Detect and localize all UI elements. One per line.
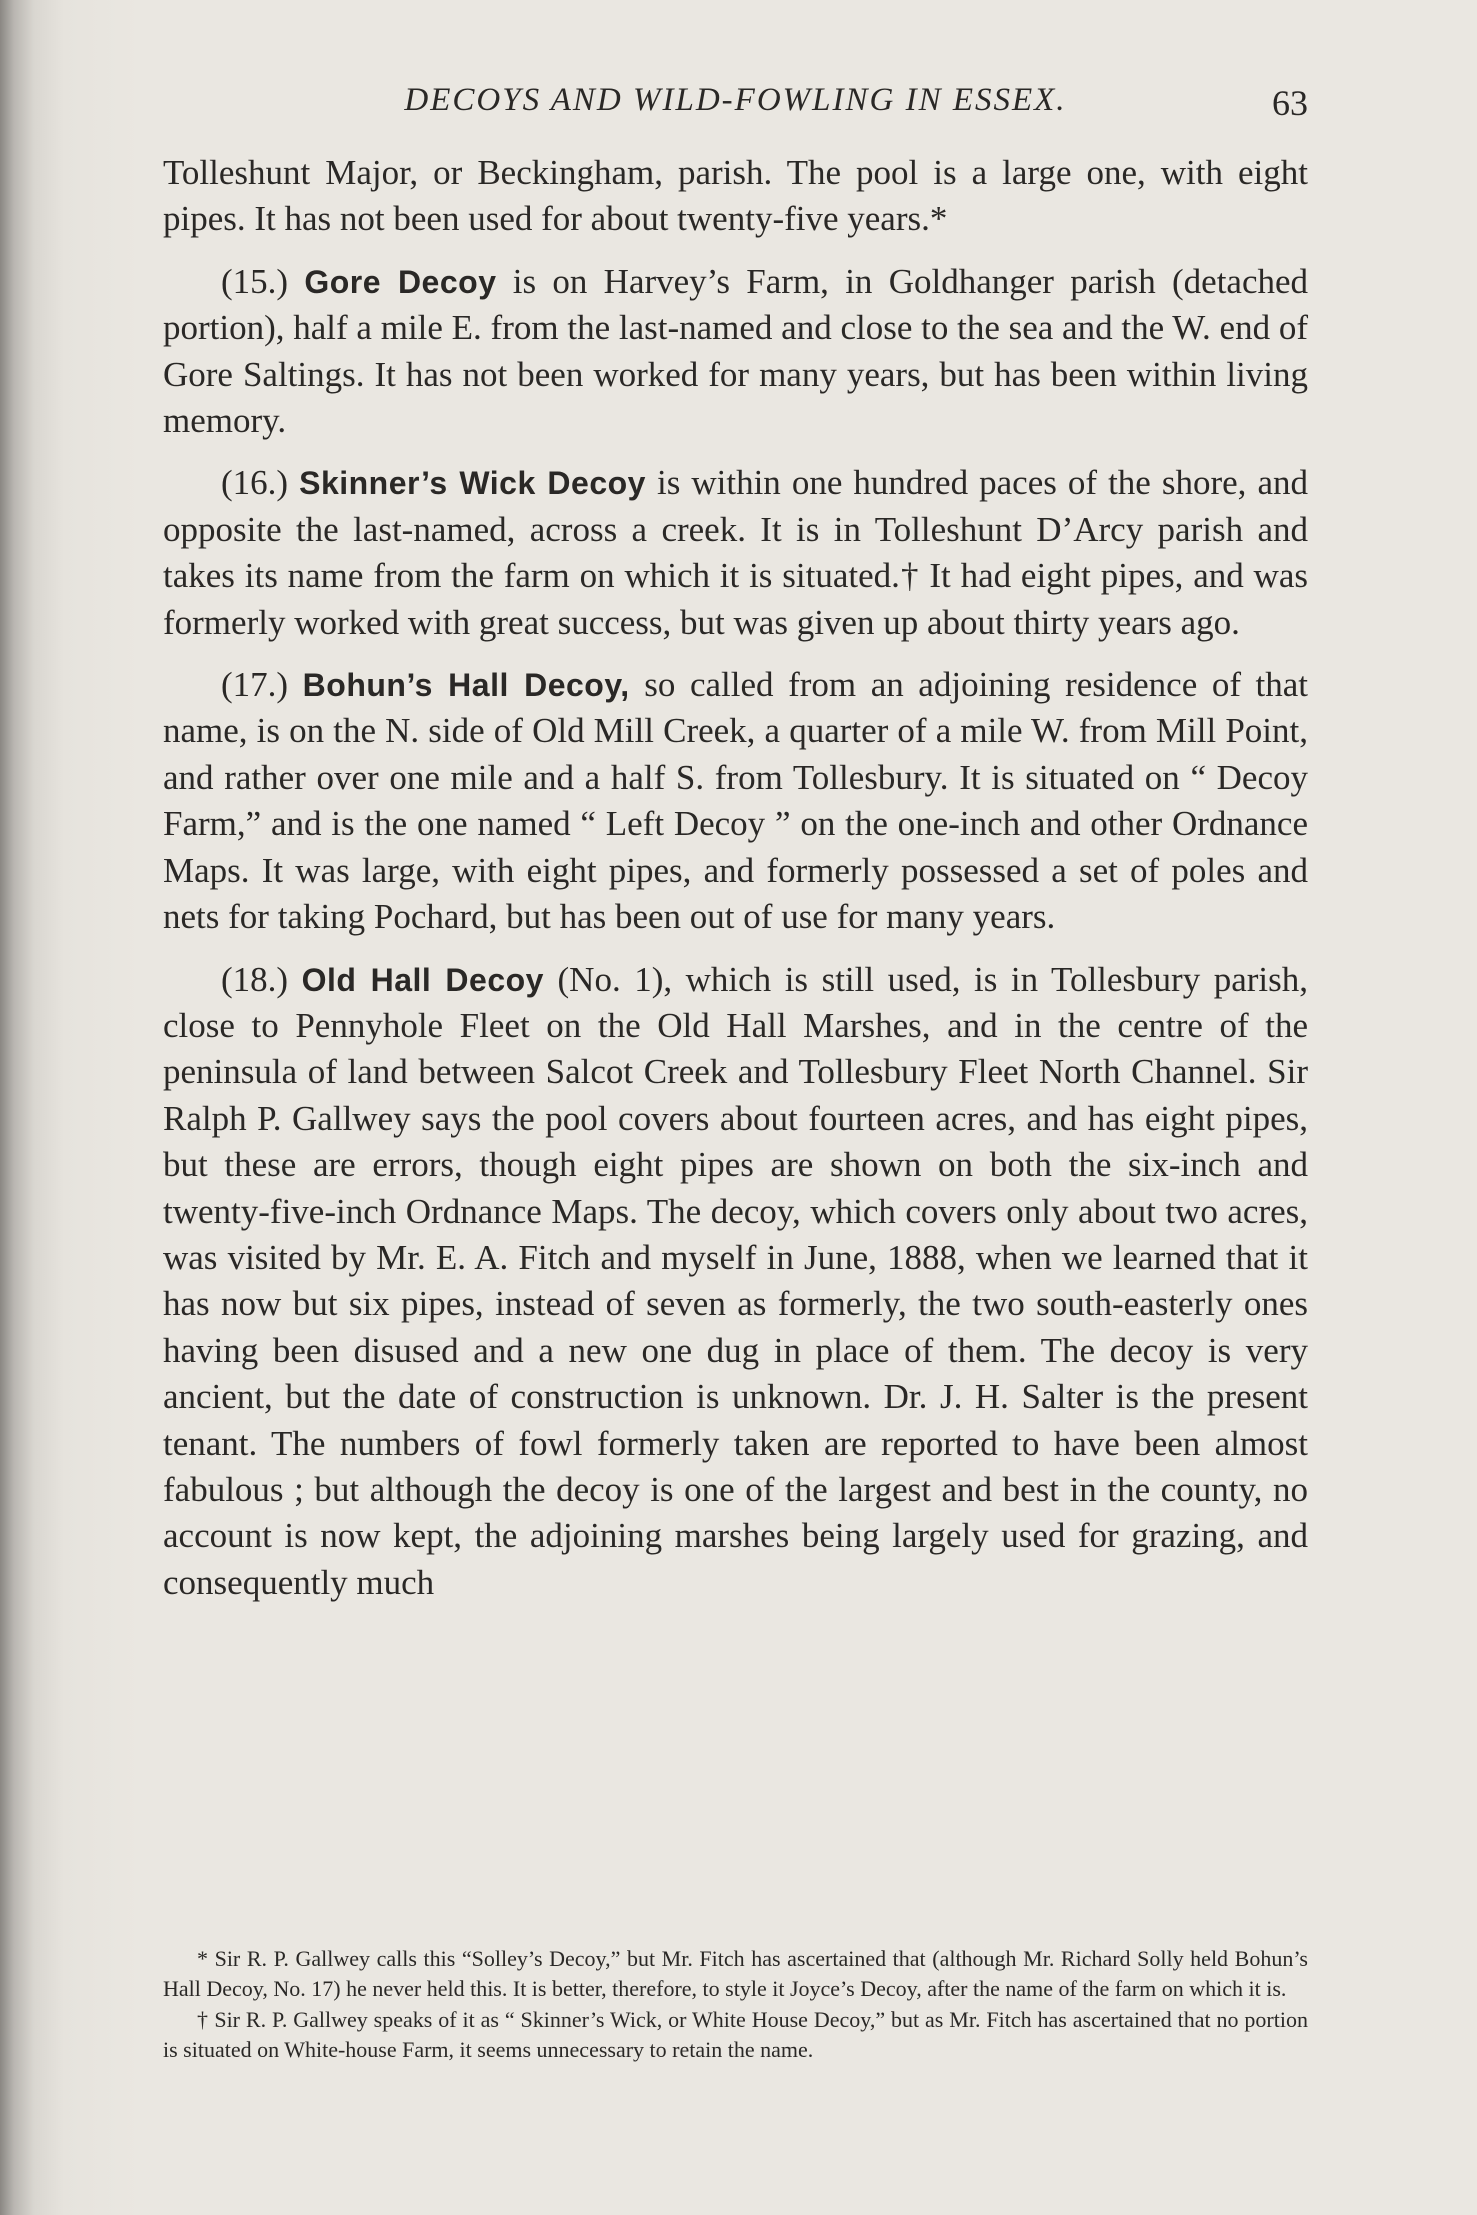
page-header (163, 76, 1308, 126)
decoy-name: Bohun’s Hall Decoy, (302, 667, 630, 704)
decoy-name: Skinner’s Wick Decoy (299, 465, 646, 502)
decoy-name: Gore Decoy (304, 263, 497, 300)
entry-number: (16.) (221, 463, 289, 503)
paragraph-text: is within one hundred paces of the shore, and opposite the last-named, across a creek. It is in Tolleshunt D’Arcy parish and takes its name from the farm on which it is situated.† It had eight pipes, and was formerly worked with great success, but was given up about thirty years ago. (163, 463, 1308, 642)
running-title: DECOYS AND WILD-FOWLING IN ESSEX. (404, 82, 1067, 118)
footnote-dagger: † Sir R. P. Gallwey speaks of it as “ Skinner’s Wick, or White House Decoy,” but as Mr. Fitch has ascertained that no portion is situated on White-house Farm, it seems unnecessary to retain the name. (163, 2007, 1308, 2062)
footnote-asterisk: * Sir R. P. Gallwey calls this “Solley’s Decoy,” but Mr. Fitch has ascertained that (although Mr. Richard Solly held Bohun’s Hall Decoy, No. 17) he never held this. It is better, therefore, to style it Joyce’s Decoy, after the name of the farm on which it is. (163, 1946, 1308, 2001)
body-text (163, 150, 1308, 1622)
paragraph-gore-decoy (163, 259, 1308, 445)
paragraph-text: is on Harvey’s Farm, in Goldhanger parish (detached portion), half a mile E. from the last-named and close to the sea and the W. end of Gore Saltings. It has not been worked for many years, but has been within living memory. (163, 261, 1309, 441)
entry-number: (18.) (221, 959, 289, 999)
page-number: 63 (1272, 83, 1308, 123)
paragraph-old-hall-decoy (163, 957, 1308, 1607)
paragraph-text: Tolleshunt Major, or Beckingham, parish. The pool is a large one, with eight pipes. It has not been used for about twenty-five years.* (163, 153, 1308, 239)
paragraph-bohuns-hall-decoy (163, 662, 1308, 940)
paragraph-text: (No. 1), which is still used, is in Tollesbury parish, close to Pennyhole Fleet on the Old Hall Marshes, and in the centre of the peninsula of land between Salcot Creek and Tollesbury Fleet North Channel. Sir Ralph P. Gallwey says the pool covers about fourteen acres, and has eight pipes, but these are errors, though eight pipes are shown on both the six-inch and twenty-five-inch Ordnance Maps. The decoy, which covers only about two acres, was visited by Mr. E. A. Fitch and myself in June, 1888, when we learned that it has now but six pipes, instead of seven as formerly, the two south-easterly ones having been disused and a new one dug in place of them. The decoy is very ancient, but the date of construction is unknown. Dr. J. H. Salter is the present tenant. The numbers of fowl formerly taken are reported to have been almost fabulous ; but although the decoy is one of the largest and best in the county, no account is now kept, the adjoining marshes being largely used for grazing, and consequently much (163, 959, 1309, 1602)
footnotes (163, 1944, 1308, 2066)
decoy-name: Old Hall Decoy (301, 961, 544, 998)
paragraph-text: so called from an adjoining residence of that name, is on the N. side of Old Mill Creek, a quarter of a mile W. from Mill Point, and rather over one mile and a half S. from Tollesbury. It is situated on “ Decoy Farm,” and is the one named “ Left Decoy ” on the one-inch and other Ordnance Maps. It was large, with eight pipes, and formerly possessed a set of poles and nets for taking Pochard, but has been out of use for many years. (163, 665, 1309, 937)
entry-number: (17.) (221, 665, 289, 705)
entry-number: (15.) (221, 261, 289, 301)
paragraph-continuation (163, 150, 1308, 243)
paragraph-skinners-wick-decoy (163, 460, 1308, 646)
